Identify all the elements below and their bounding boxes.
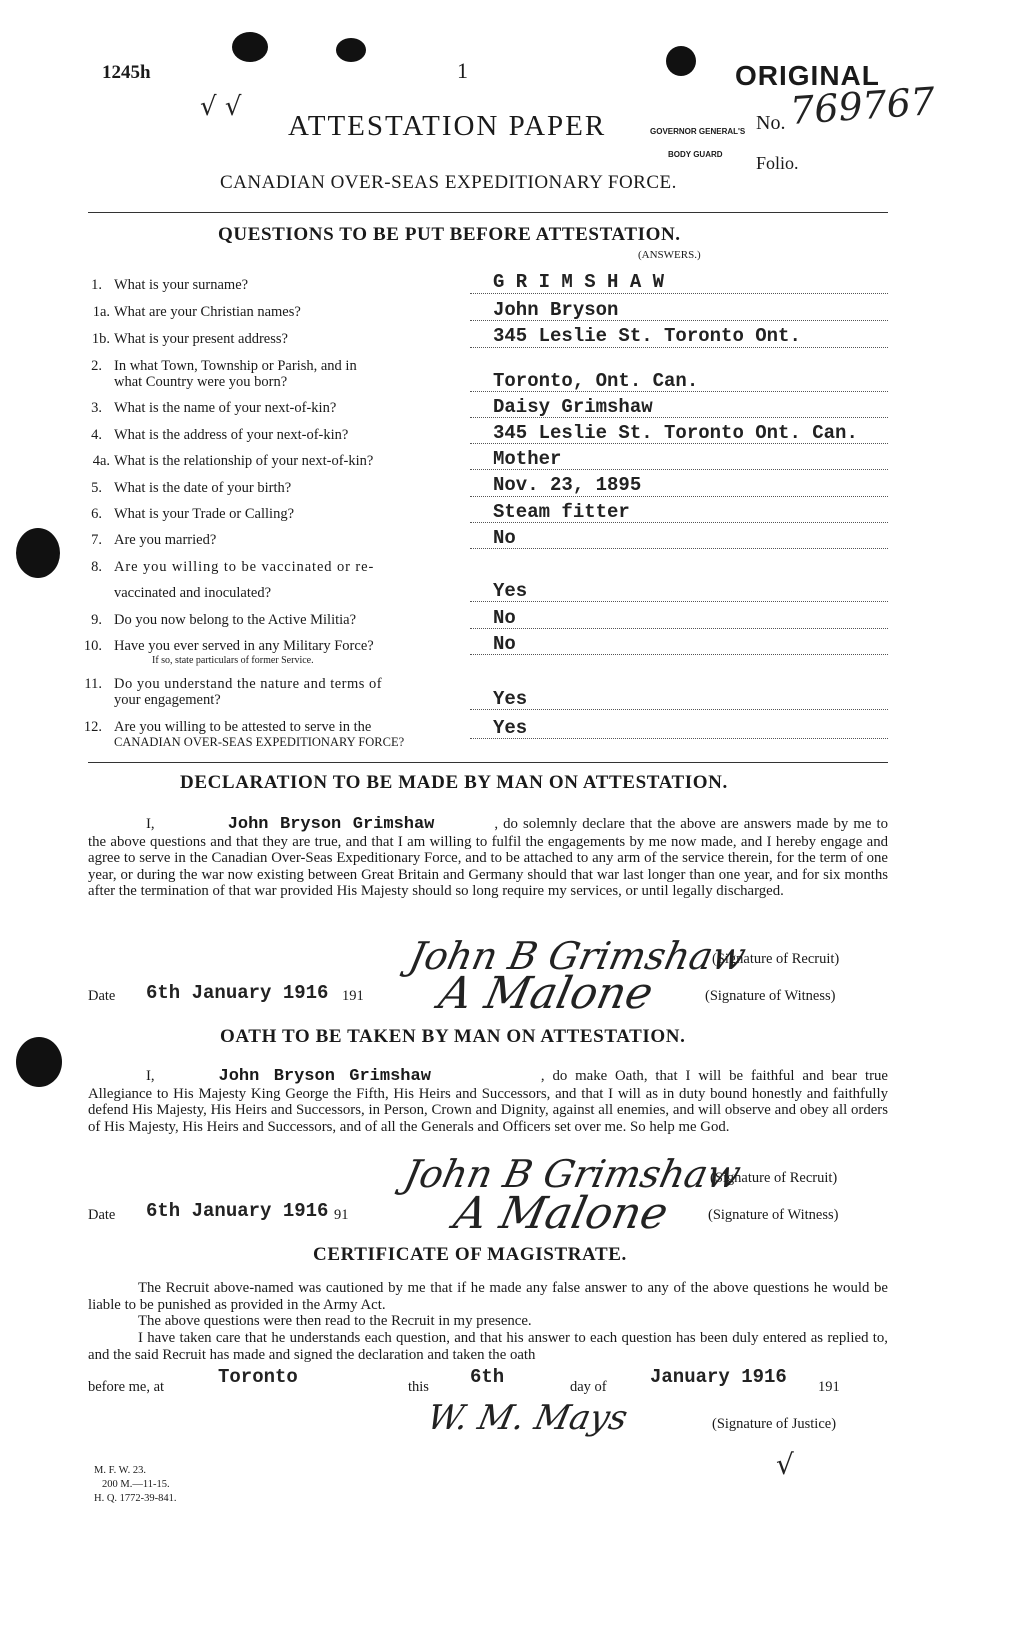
declaration-heading: DECLARATION TO BE MADE BY MAN ON ATTESTATION. — [180, 772, 728, 793]
q8-number: 8. — [91, 559, 102, 575]
punch-hole-top-1 — [232, 32, 268, 62]
q1b-text: What is your present address? — [114, 331, 288, 347]
q1-number: 1. — [91, 277, 102, 293]
q8-answer-line — [470, 601, 888, 602]
oath-witness-label: (Signature of Witness) — [708, 1207, 839, 1223]
q12-text-cont: CANADIAN OVER-SEAS EXPEDITIONARY FORCE? — [114, 735, 405, 749]
q10-answer: No — [493, 633, 516, 655]
check-marks: √ √ — [200, 92, 242, 122]
punch-hole-top-2 — [336, 38, 366, 62]
declaration-i: I, — [146, 816, 155, 832]
punch-hole-top-3 — [666, 46, 696, 76]
header-divider — [88, 212, 888, 213]
q6-number: 6. — [91, 506, 102, 522]
q2-text-cont: what Country were you born? — [114, 374, 288, 390]
q2-number: 2. — [91, 358, 102, 374]
punch-hole-left-1 — [16, 528, 60, 578]
q4-answer-line — [470, 443, 888, 444]
this-label: this — [408, 1379, 429, 1395]
stamp-bottom: BODY GUARD — [668, 150, 723, 159]
q9-answer: No — [493, 607, 516, 629]
certificate-para-1 — [88, 1280, 888, 1313]
certificate-year-suffix: 191 — [818, 1379, 840, 1395]
footer-check: √ — [776, 1448, 794, 1481]
stamp-top: GOVERNOR GENERAL'S — [650, 127, 746, 136]
q1-text: What is your surname? — [114, 277, 249, 293]
q11-number: 11. — [84, 676, 102, 692]
declaration-text — [88, 816, 888, 900]
certificate-p2: The above questions were then read to the Recruit in my presence. — [138, 1313, 532, 1329]
page-subtitle: CANADIAN OVER-SEAS EXPEDITIONARY FORCE. — [220, 172, 677, 193]
declaration-recruit-signature: John B Grimshaw — [405, 934, 750, 978]
certificate-p1: The Recruit above-named was cautioned by me that if he made any false answer to any of the above questions he would be liable to be punished as provided in the Army Act. — [88, 1280, 888, 1313]
q6-answer: Steam fitter — [493, 501, 630, 523]
q1b-answer: 345 Leslie St. Toronto Ont. — [493, 325, 801, 347]
questions-divider — [88, 762, 888, 763]
certificate-heading: CERTIFICATE OF MAGISTRATE. — [313, 1244, 627, 1265]
oath-i: I, — [146, 1068, 155, 1084]
q5-number: 5. — [91, 480, 102, 496]
folio-label: Folio. — [756, 153, 799, 173]
q1-answer: G R I M S H A W — [493, 271, 665, 293]
q3-number: 3. — [91, 400, 102, 416]
declaration-recruit-label: (Signature of Recruit) — [712, 951, 840, 967]
footer-line-2: 200 M.—11-15. — [102, 1479, 170, 1490]
q10-number: 10. — [83, 638, 102, 654]
declaration-body: , do solemnly declare that the above are answers made by me to the above questions and that they are true, and that I am willing to fulfil the engagements by me now made, and I hereby engage and agree to serve in the Canadian Over-Seas Expeditionary Force, and to be attached to any arm of the service therein, for the term of one year, or during the war now existing between Great Britain and Germany should that war last longer than one year, and for six months after the termination of that war provided His Majesty should so long require my services, or until legally discharged. — [88, 816, 888, 900]
q1a-text: What are your Christian names? — [114, 304, 301, 320]
q2-answer-line — [470, 391, 888, 392]
q4a-answer: Mother — [493, 448, 562, 470]
certificate-day: 6th — [470, 1366, 505, 1388]
footer-line-3: H. Q. 1772-39-841. — [94, 1493, 177, 1504]
q1b-answer-line — [470, 347, 888, 348]
q6-answer-line — [470, 522, 888, 523]
declaration-date-label: Date — [88, 988, 116, 1004]
q9-answer-line — [470, 628, 888, 629]
declaration-year-suffix: 191 — [342, 988, 364, 1004]
q4a-text: What is the relationship of your next-of-kin? — [114, 453, 374, 469]
q7-number: 7. — [91, 532, 102, 548]
q5-answer: Nov. 23, 1895 — [493, 474, 642, 496]
q4a-number: 4a. — [92, 453, 110, 469]
q7-text: Are you married? — [114, 532, 217, 548]
q9-number: 9. — [91, 612, 102, 628]
oath-text — [88, 1068, 888, 1135]
justice-signature: W. M. Mays — [423, 1398, 632, 1438]
q3-text: What is the name of your next-of-kin? — [114, 400, 337, 416]
answers-label: (ANSWERS.) — [638, 249, 701, 261]
q8-text: Are you willing to be vaccinated or re- — [114, 559, 375, 575]
q2-text: In what Town, Township or Parish, and in — [114, 358, 357, 374]
certificate-month-year: January 1916 — [650, 1366, 787, 1388]
q5-answer-line — [470, 496, 888, 497]
q11-text-cont: your engagement? — [114, 692, 221, 708]
q4-answer: 345 Leslie St. Toronto Ont. Can. — [493, 422, 858, 444]
oath-date: 6th January 1916 — [146, 1200, 329, 1222]
certificate-para-2 — [88, 1313, 888, 1330]
q11-answer-line — [470, 709, 888, 710]
original-stamp: ORIGINAL — [735, 60, 880, 91]
oath-recruit-signature: John B Grimshaw — [400, 1152, 745, 1196]
q12-answer-line — [470, 738, 888, 739]
declaration-date: 6th January 1916 — [146, 982, 329, 1004]
footer-line-1: M. F. W. 23. — [94, 1465, 146, 1476]
certificate-para-3 — [88, 1330, 888, 1363]
q10-answer-line — [470, 654, 888, 655]
q10-subtext: If so, state particulars of former Service. — [152, 655, 314, 666]
questions-heading: QUESTIONS TO BE PUT BEFORE ATTESTATION. — [218, 224, 681, 245]
oath-recruit-label: (Signature of Recruit) — [710, 1170, 838, 1186]
oath-year-suffix: 91 — [334, 1207, 349, 1223]
before-me-label: before me, at — [88, 1379, 165, 1395]
no-label: No. — [756, 112, 786, 134]
q1a-number: 1a. — [92, 304, 110, 320]
q12-text: Are you willing to be attested to serve in the — [114, 719, 372, 735]
q11-answer: Yes — [493, 688, 528, 710]
page-title: ATTESTATION PAPER — [288, 110, 607, 142]
q12-answer: Yes — [493, 717, 528, 739]
q11-text: Do you understand the nature and terms of — [114, 676, 383, 692]
certificate-p3: I have taken care that he understands each question, and that his answer to each question has been duly entered as replied to, and the said Recruit has made and signed the declaration and taken the oath — [88, 1330, 888, 1363]
oath-heading: OATH TO BE TAKEN BY MAN ON ATTESTATION. — [220, 1026, 686, 1047]
q9-text: Do you now belong to the Active Militia? — [114, 612, 357, 628]
q8-text-cont: vaccinated and inoculated? — [114, 585, 272, 601]
declaration-witness-signature: A Malone — [434, 968, 658, 1019]
regimental-number: 769767 — [788, 78, 937, 134]
q1a-answer-line — [470, 320, 888, 321]
oath-witness-signature: A Malone — [449, 1188, 673, 1239]
declaration-name: John Bryson Grimshaw — [227, 815, 435, 834]
form-number: 1245h — [102, 62, 151, 83]
q1-answer-line — [470, 293, 888, 294]
q4-number: 4. — [91, 427, 102, 443]
q4a-answer-line — [470, 469, 888, 470]
oath-date-label: Date — [88, 1207, 116, 1223]
q12-number: 12. — [83, 719, 102, 735]
oath-body: , do make Oath, that I will be faithful and bear true Allegiance to His Majesty King George the Fifth, His Heirs and Successors, and that I will as in duty bound honestly and faithfully defend His Majesty, His Heirs and Successors, in Person, Crown and Dignity, against all enemies, and will observe and obey all orders of His Majesty, His Heirs and Successors, and of all the Generals and Officers set over me. So help me God. — [88, 1068, 888, 1135]
certificate-place: Toronto — [218, 1366, 298, 1388]
declaration-witness-label: (Signature of Witness) — [705, 988, 836, 1004]
q4-text: What is the address of your next-of-kin? — [114, 427, 349, 443]
q7-answer: No — [493, 527, 516, 549]
page-number: 1 — [457, 58, 468, 83]
q7-answer-line — [470, 548, 888, 549]
oath-name: John Bryson Grimshaw — [218, 1067, 431, 1086]
q6-text: What is your Trade or Calling? — [114, 506, 295, 522]
q1a-answer: John Bryson — [493, 299, 619, 321]
q10-text: Have you ever served in any Military Force? — [114, 638, 374, 654]
q3-answer-line — [470, 417, 888, 418]
q3-answer: Daisy Grimshaw — [493, 396, 653, 418]
justice-label: (Signature of Justice) — [712, 1416, 837, 1432]
punch-hole-left-2 — [16, 1037, 62, 1087]
q8-answer: Yes — [493, 580, 528, 602]
q2-answer: Toronto, Ont. Can. — [493, 370, 699, 392]
q1b-number: 1b. — [91, 331, 110, 347]
q5-text: What is the date of your birth? — [114, 480, 292, 496]
day-of-label: day of — [570, 1379, 607, 1395]
